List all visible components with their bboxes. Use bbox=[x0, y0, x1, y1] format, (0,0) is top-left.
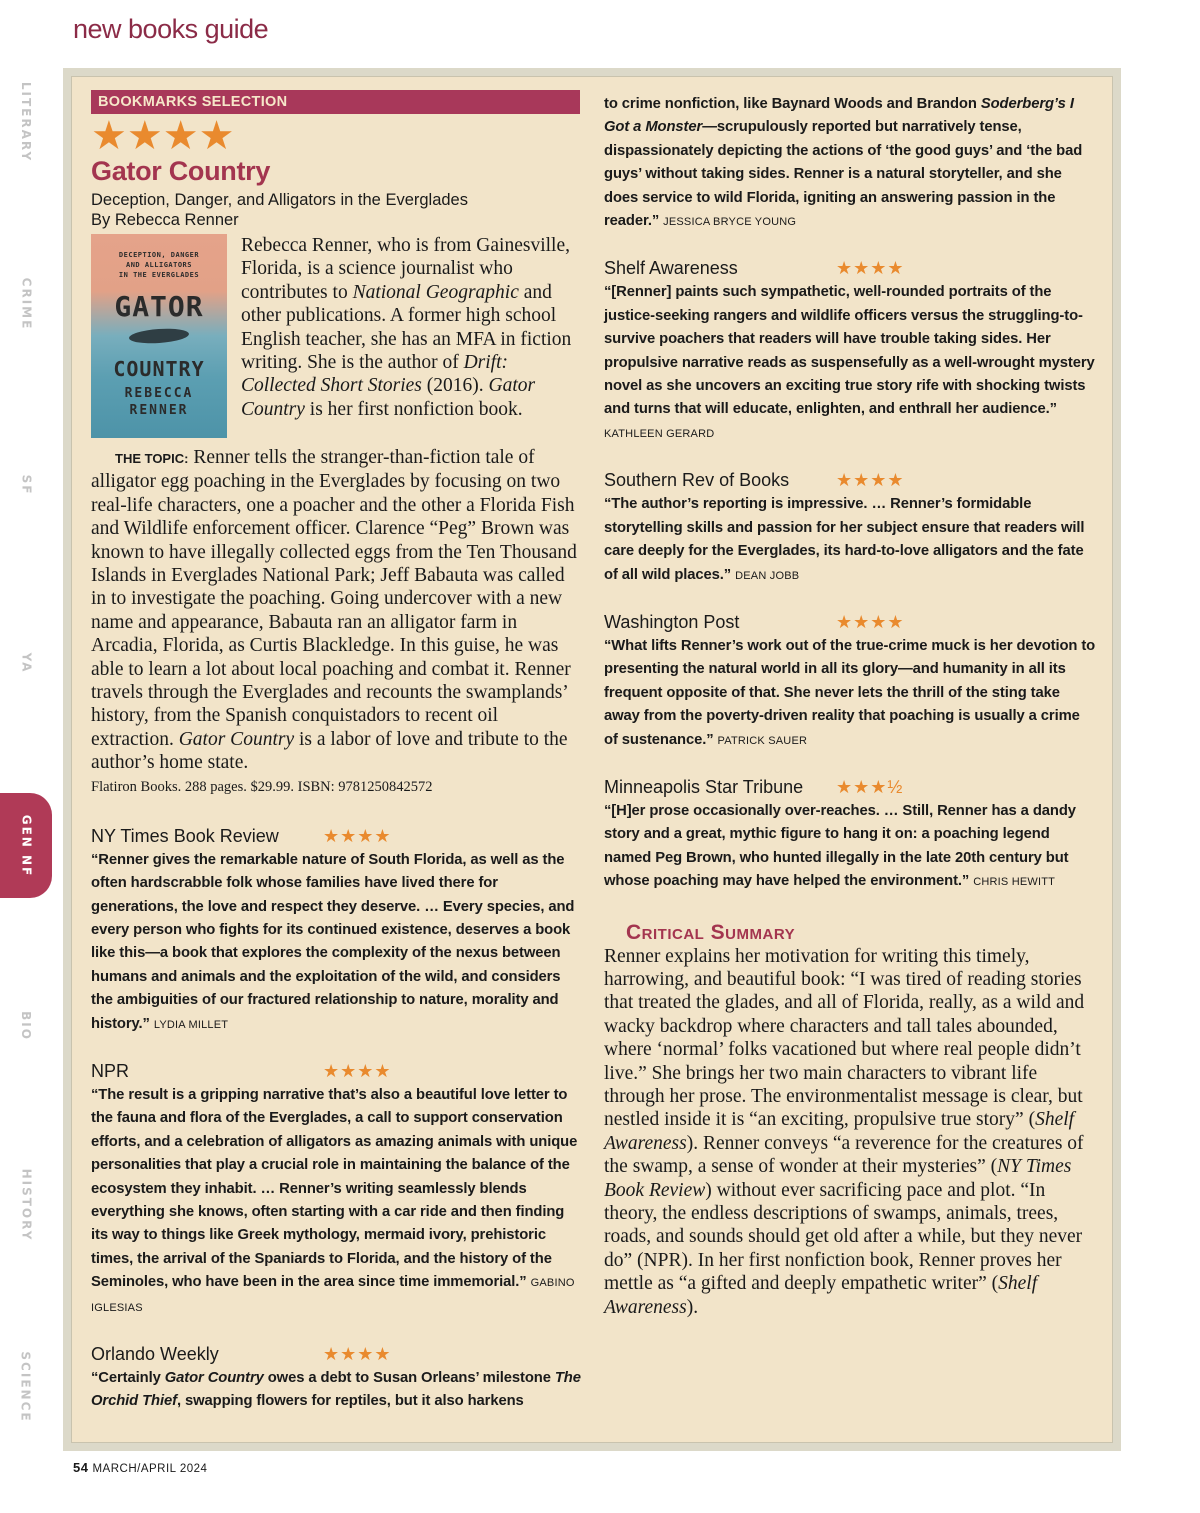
review-stars: ★★★★ bbox=[323, 1344, 392, 1364]
review-source: NY Times Book Review bbox=[91, 825, 279, 846]
left-column bbox=[91, 90, 581, 1414]
review-orlando-weekly-part1 bbox=[91, 1344, 581, 1414]
selection-banner: BOOKMARKS SELECTION bbox=[91, 90, 580, 114]
book-title: Gator Country bbox=[91, 156, 271, 186]
publication-info: Flatiron Books. 288 pages. $29.99. ISBN: 9781250842572 bbox=[91, 778, 433, 795]
side-tab-science[interactable]: SCIENCE bbox=[19, 1351, 34, 1423]
review-stars: ★★★★ bbox=[323, 825, 392, 846]
review-npr bbox=[91, 1061, 581, 1320]
cover-author-2: RENNER bbox=[129, 403, 189, 418]
review-source: Shelf Awareness bbox=[604, 258, 738, 279]
review-quote: “[H]er prose occasionally over-reaches. … Still, Renner has a dandy story and a great, mythic figure to hang it on: a poaching legend named Peg Brown, who hunted illegally in the late 20th century but whose poaching may have helped the environment.” CHRIS HEWITT bbox=[604, 802, 1076, 890]
review-quote: “The result is a gripping narrative that’s also a beautiful love letter to the fauna and flora of the Everglades, a call to support conservation efforts, and a celebration of alligators as amazing animals with unique personalities that play a crucial role in maintaining the balance of the ecosystem they inhabit. … Renner’s writing seamlessly blends everything she knows, often starting with a car ride and then finding its way to things like Greek mythology, mermaid ivory, prehistoric times, the arrival of the Spaniards to Florida, and the history of the Seminoles, who have been in the area since time immemorial.” GABINO IGLESIAS bbox=[91, 1086, 578, 1314]
cover-tagline-2: AND ALLIGATORS bbox=[125, 261, 192, 269]
right-column bbox=[604, 93, 1096, 1319]
topic-paragraph: THE TOPIC: Renner tells the stranger-than-fiction tale of alligator egg poaching in the Everglades by focusing on two real-life characters, one a poacher and the other a Florida Fish and Wildlife enforcement officer. Clarence “Peg” Brown was known to have illegally collected eggs from the Ten Thousand Islands in Everglades National Park; Jeff Babauta was called in to investigate the poaching. Going undercover with a new name and appearance, Babauta ran an alligator farm in Arcadia, Florida, as Curtis Blackledge. In this guise, he was able to learn a lot about local poaching and combat it. Renner travels through the Everglades and recounts the swamplands’ history, from the Spanish conquistadors to recent oil extraction. Gator Country is a labor of love and tribute to the author’s home state. bbox=[91, 447, 577, 774]
rating-stars: ★★★★ bbox=[91, 114, 235, 158]
side-tab-history[interactable]: HISTORY bbox=[19, 1168, 33, 1242]
review-quote: “What lifts Renner’s work out of the true-crime muck is her devotion to presenting the natural world in all its glory—and humanity in all its frequent opposite of that. She never lets the thrill of the sting take away from the poverty-driven reality that poaching is usually a crime of sustenance.” PATRICK SAUER bbox=[604, 637, 1096, 748]
critic-name: DEAN JOBB bbox=[735, 569, 800, 582]
review-washington-post bbox=[604, 612, 1096, 753]
book-byline: By Rebecca Renner bbox=[91, 211, 239, 229]
cover-title-1: GATOR bbox=[114, 290, 204, 323]
review-quote: “[Renner] paints such sympathetic, well-rounded portraits of the justice-seeking rangers and wildlife officers versus the struggling-to-survive poachers that readers will have trouble taking sides. Her propulsive narrative reads as suspensefully as a well-wrought mystery novel as she uncovers an exciting true story rife with shocking twists and turns that will educate, enlighten, and enthrall her audience.” KATHLEEN GERARD bbox=[604, 284, 1095, 440]
author-intro: Rebecca Renner, who is from Gainesville, Florida, is a science journalist who contributes to National Geographic and other publications. A former high school English teacher, she has an MFA in fiction writing. She is the author of Drift: Collected Short Stories (2016). Gator Country is her first nonfiction book. bbox=[241, 235, 572, 420]
critical-summary-text: Renner explains her motivation for writing this timely, harrowing, and beautiful book: “I was tired of reading stories that treated the glades, and all of Florida, really, as a wild and wacky backdrop where characters and tall tales abounded, where ‘normal’ folks vacationed but where real people didn’t live.” She brings her two main characters to vibrant life through her prose. The environmentalist message is clear, but nestled inside it is “an exciting, propulsive true story” (Shelf Awareness). Renner conveys “a reverence for the creatures of the swamp, a sense of wonder at their mysteries” (NY Times Book Review) without ever sacrificing pace and plot. “In theory, the endless descriptions of swamps, animals, trees, roads, and sounds should get old after a while, but they never do” (NPR). In her first nonfiction book, Renner proves her mettle as “a gifted and deeply empathetic writer” (Shelf Awareness). bbox=[604, 945, 1085, 1318]
critic-name: KATHLEEN GERARD bbox=[604, 427, 715, 440]
side-tab-bio[interactable]: BIO bbox=[19, 1011, 33, 1041]
book-subtitle: Deception, Danger, and Alligators in the Everglades bbox=[91, 191, 468, 209]
side-tab-gen-nf[interactable]: GEN NF bbox=[0, 793, 52, 898]
review-stars: ★★★½ bbox=[836, 776, 904, 797]
side-tab-sf[interactable]: SF bbox=[19, 474, 33, 496]
page-footer bbox=[73, 1460, 207, 1475]
cover-title-2: COUNTRY bbox=[113, 357, 205, 381]
review-orlando-weekly-part2: to crime nonfiction, like Baynard Woods and Brandon Soderberg’s I Got a Monster—scrupulously reported but narratively tense, dispassionately depicting the actions of ‘the good guys’ and ‘the bad guys’ without taking sides. Renner is a natural storyteller, and she does service to wild Florida, igniting an answering passion in the reader.” JESSICA BRYCE YOUNG bbox=[604, 96, 1083, 230]
cover-author-1: REBECCA bbox=[124, 386, 194, 401]
review-stars: ★★★★ bbox=[836, 258, 905, 279]
review-source: Orlando Weekly bbox=[91, 1344, 219, 1364]
critic-name: JESSICA BRYCE YOUNG bbox=[663, 216, 797, 229]
critical-summary-title: Critical Summary bbox=[626, 920, 796, 944]
alligator-icon bbox=[129, 327, 190, 345]
review-stars: ★★★★ bbox=[836, 611, 905, 632]
review-stars: ★★★★ bbox=[836, 470, 905, 491]
side-tab-literary[interactable]: LITERARY bbox=[19, 81, 34, 163]
review-stars: ★★★★ bbox=[323, 1060, 392, 1081]
critic-name: CHRIS HEWITT bbox=[973, 876, 1056, 889]
issue-date: MARCH/APRIL 2024 bbox=[92, 1463, 208, 1475]
book-cover-image bbox=[91, 234, 227, 438]
side-tab-ya[interactable]: YA bbox=[18, 652, 33, 674]
cover-tagline-3: IN THE EVERGLADES bbox=[118, 271, 200, 279]
critic-name: GABINO IGLESIAS bbox=[91, 1277, 575, 1314]
review-star-tribune bbox=[604, 777, 1096, 895]
review-source: NPR bbox=[91, 1060, 130, 1081]
critic-name: PATRICK SAUER bbox=[717, 734, 808, 747]
cover-tagline-1: DECEPTION, DANGER bbox=[118, 251, 200, 259]
review-source: Washington Post bbox=[604, 611, 740, 632]
review-quote: “The author’s reporting is impressive. … Renner’s formidable storytelling skills and passion for her subject ensure that readers will care deeply for the Everglades, its hard-to-love alligators and the fate of all wild places.” DEAN JOBB bbox=[604, 496, 1085, 583]
topic-label: THE TOPIC: bbox=[115, 451, 189, 466]
review-nytimes bbox=[91, 826, 581, 1037]
review-source: Minneapolis Star Tribune bbox=[604, 776, 804, 797]
section-title: new books guide bbox=[73, 14, 269, 44]
review-quote: “Certainly Gator Country owes a debt to Susan Orleans’ milestone The Orchid Thief, swapping flowers for reptiles, but it also harkens bbox=[91, 1370, 581, 1410]
critic-name: LYDIA MILLET bbox=[153, 1018, 229, 1031]
review-shelf-awareness bbox=[604, 258, 1096, 446]
review-quote: “Renner gives the remarkable nature of South Florida, as well as the often hardscrabble folk whose families have lived there for generations, the love and respect they deserve. … Every species, and every person who fights for its continued existence, deserves a book like this—a book that explores the complexity of the nexus between humans and animals and the exploitation of the wild, and considers the ambiguities of our fractured relationship to nature, morality and history.” LYDIA MILLET bbox=[91, 851, 575, 1032]
side-tab-crime[interactable]: CRIME bbox=[19, 277, 33, 331]
review-source: Southern Rev of Books bbox=[604, 470, 790, 491]
review-southern-rev bbox=[604, 470, 1096, 588]
page-number: 54 bbox=[73, 1460, 89, 1475]
